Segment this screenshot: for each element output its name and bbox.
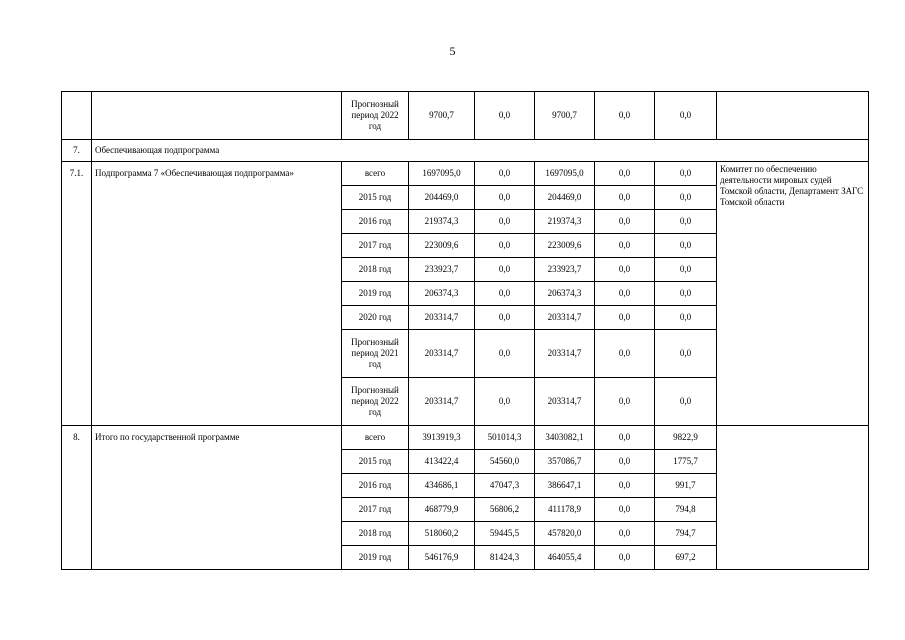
total-cell: 3913919,3 <box>409 426 475 450</box>
period-cell: 2020 год <box>342 306 409 330</box>
federal-cell: 0,0 <box>475 186 535 210</box>
federal-cell: 0,0 <box>475 162 535 186</box>
federal-cell: 0,0 <box>475 92 535 140</box>
federal-cell: 0,0 <box>475 306 535 330</box>
other-cell: 9822,9 <box>655 426 717 450</box>
regional-cell: 357086,7 <box>535 450 595 474</box>
regional-cell: 219374,3 <box>535 210 595 234</box>
total-cell: 233923,7 <box>409 258 475 282</box>
period-cell: Прогнозный период 2022 год <box>342 92 409 140</box>
total-cell: 518060,2 <box>409 522 475 546</box>
regional-cell: 3403082,1 <box>535 426 595 450</box>
total-cell: 203314,7 <box>409 330 475 378</box>
total-cell: 206374,3 <box>409 282 475 306</box>
regional-cell: 411178,9 <box>535 498 595 522</box>
row-index-cell <box>62 92 92 140</box>
table-row <box>62 162 869 186</box>
regional-cell: 223009,6 <box>535 234 595 258</box>
regional-cell: 203314,7 <box>535 378 595 426</box>
period-cell: 2017 год <box>342 234 409 258</box>
local-cell: 0,0 <box>595 426 655 450</box>
federal-cell: 0,0 <box>475 282 535 306</box>
row-index-cell: 8. <box>62 426 92 570</box>
local-cell: 0,0 <box>595 282 655 306</box>
total-cell: 203314,7 <box>409 306 475 330</box>
federal-cell: 56806,2 <box>475 498 535 522</box>
federal-cell: 0,0 <box>475 234 535 258</box>
other-cell: 794,7 <box>655 522 717 546</box>
local-cell: 0,0 <box>595 498 655 522</box>
other-cell: 0,0 <box>655 258 717 282</box>
total-cell: 468779,9 <box>409 498 475 522</box>
regional-cell: 386647,1 <box>535 474 595 498</box>
period-cell: 2018 год <box>342 522 409 546</box>
regional-cell: 464055,4 <box>535 546 595 570</box>
local-cell: 0,0 <box>595 546 655 570</box>
row-index-cell: 7.1. <box>62 162 92 426</box>
regional-cell: 203314,7 <box>535 330 595 378</box>
local-cell: 0,0 <box>595 210 655 234</box>
total-cell: 434686,1 <box>409 474 475 498</box>
local-cell: 0,0 <box>595 378 655 426</box>
other-cell: 0,0 <box>655 306 717 330</box>
other-cell: 0,0 <box>655 186 717 210</box>
local-cell: 0,0 <box>595 306 655 330</box>
page-number: 5 <box>449 44 456 58</box>
total-cell: 546176,9 <box>409 546 475 570</box>
total-cell: 413422,4 <box>409 450 475 474</box>
total-cell: 219374,3 <box>409 210 475 234</box>
period-cell: 2015 год <box>342 186 409 210</box>
other-cell: 991,7 <box>655 474 717 498</box>
local-cell: 0,0 <box>595 474 655 498</box>
local-cell: 0,0 <box>595 162 655 186</box>
local-cell: 0,0 <box>595 522 655 546</box>
period-cell: 2019 год <box>342 282 409 306</box>
other-cell: 697,2 <box>655 546 717 570</box>
federal-cell: 0,0 <box>475 258 535 282</box>
responsible-cell <box>717 92 869 140</box>
other-cell: 1775,7 <box>655 450 717 474</box>
local-cell: 0,0 <box>595 234 655 258</box>
federal-cell: 501014,3 <box>475 426 535 450</box>
federal-cell: 0,0 <box>475 330 535 378</box>
period-cell: Прогнозный период 2021 год <box>342 330 409 378</box>
section-title: Обеспечивающая подпрограмма <box>92 140 869 162</box>
federal-cell: 81424,3 <box>475 546 535 570</box>
period-cell: 2018 год <box>342 258 409 282</box>
local-cell: 0,0 <box>595 258 655 282</box>
other-cell: 0,0 <box>655 162 717 186</box>
local-cell: 0,0 <box>595 330 655 378</box>
total-cell: 9700,7 <box>409 92 475 140</box>
other-cell: 0,0 <box>655 330 717 378</box>
other-cell: 0,0 <box>655 282 717 306</box>
budget-table <box>61 91 869 570</box>
period-cell: 2015 год <box>342 450 409 474</box>
total-cell: 204469,0 <box>409 186 475 210</box>
period-cell: Прогнозный период 2022 год <box>342 378 409 426</box>
regional-cell: 204469,0 <box>535 186 595 210</box>
total-cell: 1697095,0 <box>409 162 475 186</box>
other-cell: 0,0 <box>655 234 717 258</box>
total-cell: 203314,7 <box>409 378 475 426</box>
period-cell: всего <box>342 426 409 450</box>
regional-cell: 233923,7 <box>535 258 595 282</box>
section-index: 7. <box>62 140 92 162</box>
federal-cell: 0,0 <box>475 210 535 234</box>
other-cell: 0,0 <box>655 378 717 426</box>
period-cell: 2016 год <box>342 474 409 498</box>
responsible-cell: Комитет по обеспечению деятельности мировых судей Томской области, Департамент ЗАГС Томской области <box>717 162 869 426</box>
regional-cell: 206374,3 <box>535 282 595 306</box>
federal-cell: 0,0 <box>475 378 535 426</box>
period-cell: 2016 год <box>342 210 409 234</box>
local-cell: 0,0 <box>595 92 655 140</box>
responsible-cell <box>717 426 869 570</box>
section-row <box>62 140 869 162</box>
other-cell: 0,0 <box>655 210 717 234</box>
row-name-cell: Подпрограмма 7 «Обеспечивающая подпрограмма» <box>92 162 342 426</box>
local-cell: 0,0 <box>595 450 655 474</box>
period-cell: 2019 год <box>342 546 409 570</box>
table-row <box>62 92 869 140</box>
regional-cell: 9700,7 <box>535 92 595 140</box>
regional-cell: 203314,7 <box>535 306 595 330</box>
other-cell: 794,8 <box>655 498 717 522</box>
regional-cell: 1697095,0 <box>535 162 595 186</box>
row-name-cell <box>92 92 342 140</box>
total-cell: 223009,6 <box>409 234 475 258</box>
period-cell: всего <box>342 162 409 186</box>
federal-cell: 47047,3 <box>475 474 535 498</box>
federal-cell: 59445,5 <box>475 522 535 546</box>
local-cell: 0,0 <box>595 186 655 210</box>
regional-cell: 457820,0 <box>535 522 595 546</box>
row-name-cell: Итого по государственной программе <box>92 426 342 570</box>
table-row <box>62 426 869 450</box>
other-cell: 0,0 <box>655 92 717 140</box>
period-cell: 2017 год <box>342 498 409 522</box>
federal-cell: 54560,0 <box>475 450 535 474</box>
